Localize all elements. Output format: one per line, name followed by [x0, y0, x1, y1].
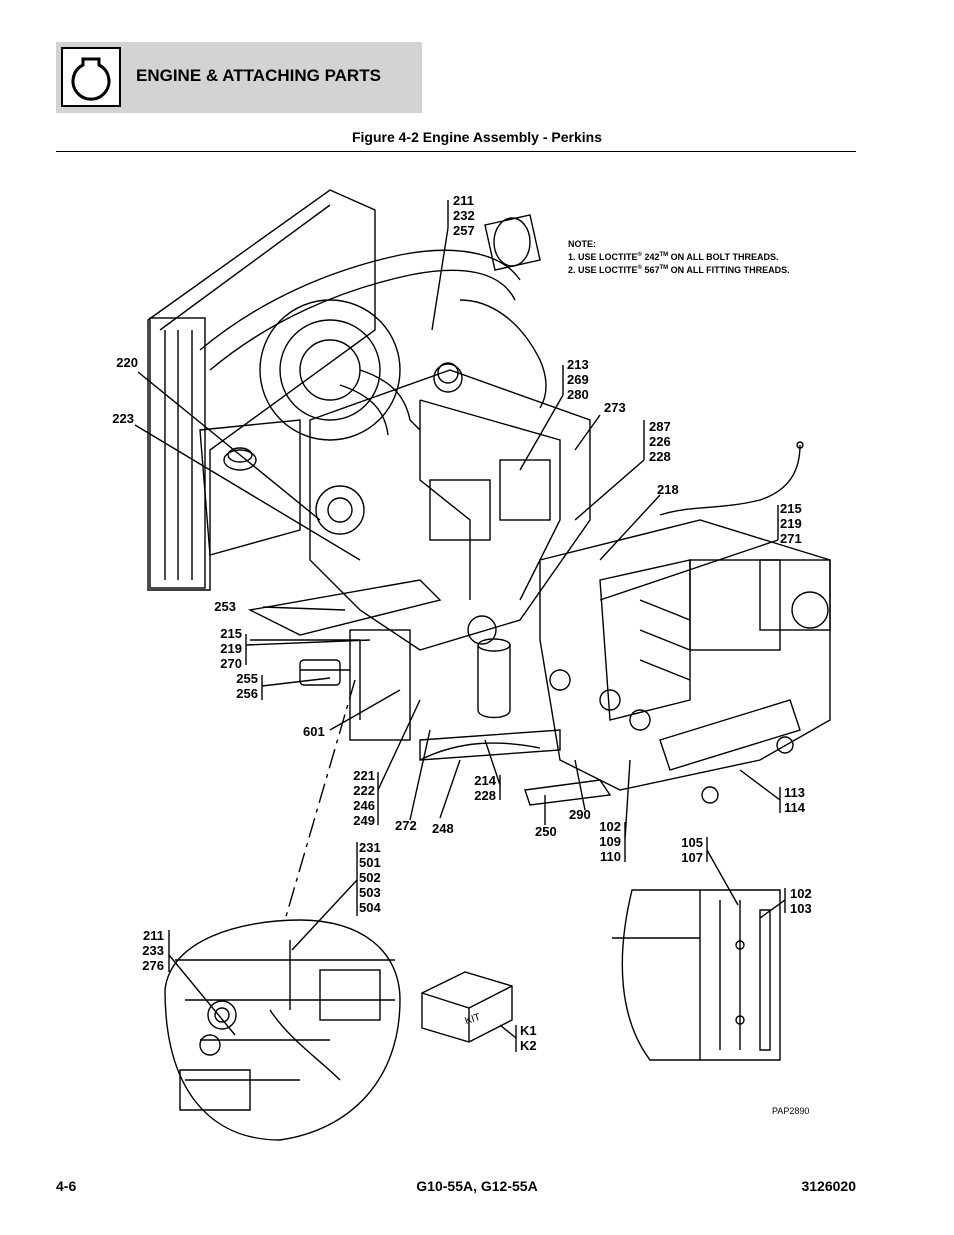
callout-211-232-257: 211 232 257	[453, 193, 475, 238]
callout-601: 601	[303, 724, 325, 739]
drawing-id: PAP2890	[772, 1106, 810, 1116]
callout-250: 250	[535, 824, 557, 839]
callout-273: 273	[604, 400, 626, 415]
callout-102-103: 102 103	[790, 886, 812, 916]
callout-287-226-228: 287 226 228	[649, 419, 671, 464]
callout-221-222-246-249: 221 222 246 249	[353, 768, 375, 828]
callout-255-256: 255 256	[236, 671, 258, 701]
callout-253: 253	[214, 599, 236, 614]
callout-215-219-271: 215 219 271	[780, 501, 802, 546]
section-title: ENGINE & ATTACHING PARTS	[136, 66, 381, 85]
callout-218: 218	[657, 482, 679, 497]
callout-223: 223	[112, 411, 134, 426]
callout-105-107: 105 107	[681, 835, 703, 865]
callout-290: 290	[569, 807, 591, 822]
note-line-1: 1. USE LOCTITE® 242™ ON ALL BOLT THREADS.	[568, 252, 779, 262]
page-number: 4-6	[56, 1178, 77, 1194]
callout-211-233-276: 211 233 276	[142, 928, 164, 973]
note-line-2: 2. USE LOCTITE® 567™ ON ALL FITTING THREADS.	[568, 265, 790, 275]
callout-102-109-110: 102 109 110	[599, 819, 621, 864]
callout-215-219-270: 215 219 270	[220, 626, 242, 671]
note-heading: NOTE:	[568, 239, 596, 249]
document-number: 3126020	[801, 1178, 856, 1194]
callout-214-228: 214 228	[474, 773, 496, 803]
callout-213-269-280: 213 269 280	[567, 357, 589, 402]
figure-title: Figure 4-2 Engine Assembly - Perkins	[351, 129, 602, 145]
callout-272: 272	[395, 818, 417, 833]
callout-220: 220	[116, 355, 138, 370]
callout-113-114: 113 114	[784, 785, 805, 815]
kit-box-label: KIT	[463, 1011, 482, 1028]
callout-k1-k2: K1 K2	[520, 1023, 537, 1053]
callout-248: 248	[432, 821, 454, 836]
loctite-note	[568, 239, 790, 276]
model-number: G10-55A, G12-55A	[416, 1178, 538, 1194]
callout-231-501-502-503-504: 231 501 502 503 504	[359, 840, 381, 915]
